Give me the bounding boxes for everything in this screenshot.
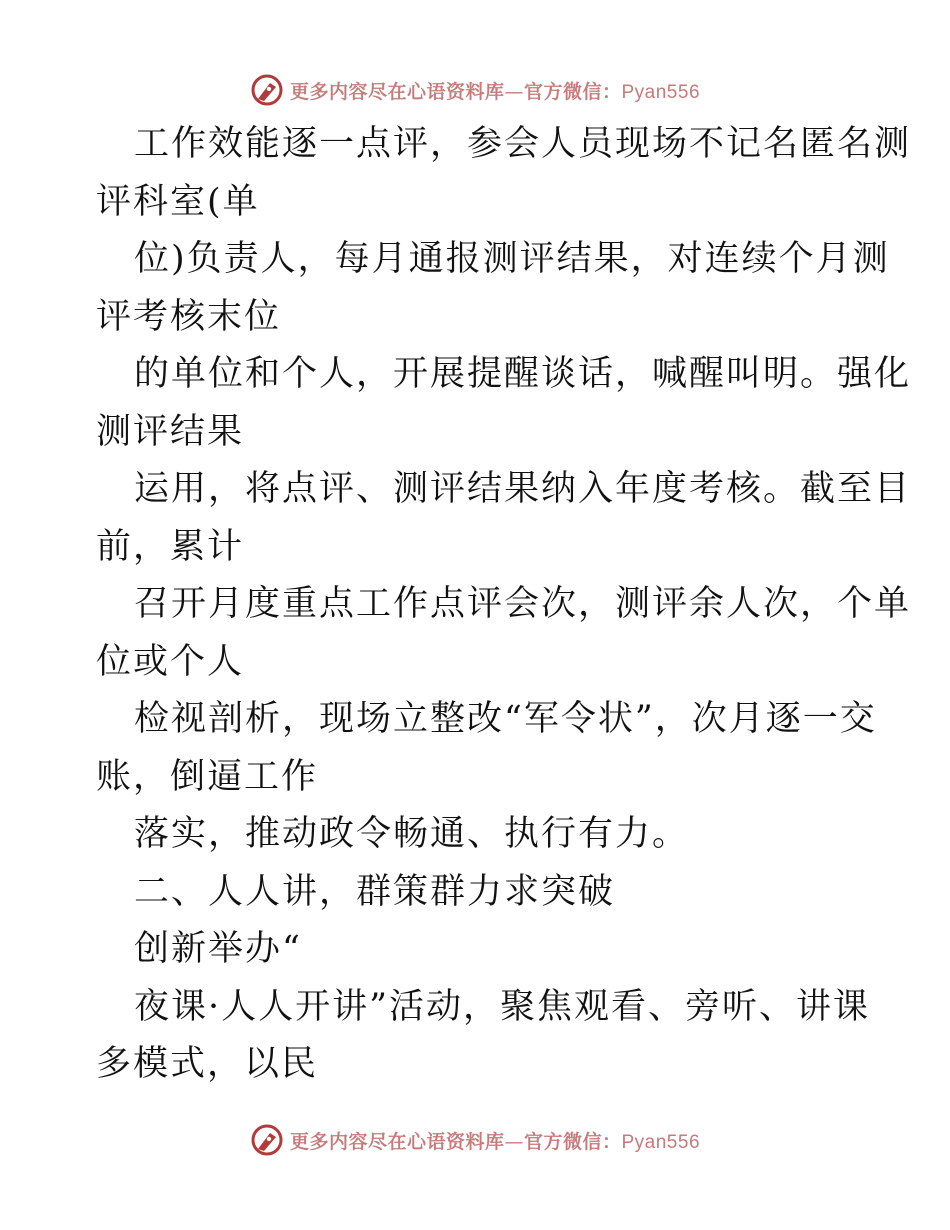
document-body: [96, 116, 912, 1094]
text-line: 的单位和个人，开展提醒谈话，喊醒叫明。强化: [134, 354, 912, 394]
text-line: 评考核末位: [96, 296, 282, 337]
watermark-text: [290, 77, 700, 104]
watermark-contact: 官方微信：: [523, 1130, 622, 1153]
watermark-separator: —: [504, 80, 524, 103]
text-line: 夜课·人人开讲”活动，聚焦观看、旁听、讲课: [134, 986, 871, 1027]
watermark-main: 更多内容尽在心语资料库: [289, 1130, 505, 1153]
text-line: 位或个人: [96, 641, 245, 682]
pen-nib-logo-icon: [250, 1123, 284, 1157]
text-line: 前，累计: [96, 526, 245, 567]
text-line: 运用，将点评、测评结果纳入年度考核。截至目: [134, 469, 912, 509]
watermark-contact: 官方微信：: [523, 80, 622, 103]
watermark-id: Pyan556: [621, 81, 701, 103]
section-heading: 二、人人讲，群策群力求突破: [134, 871, 616, 912]
text-line: 创新举办“: [134, 929, 302, 969]
footer-watermark: [0, 1120, 950, 1160]
text-line: 检视剖析，现场立整改“军令状”，次月逐一交: [134, 699, 877, 739]
watermark-main: 更多内容尽在心语资料库: [289, 80, 505, 103]
header-watermark: [0, 70, 950, 110]
pen-nib-logo-icon: [250, 73, 284, 107]
text-line: 落实，推动政令畅通、执行有力。: [134, 814, 690, 854]
text-line: 工作效能逐一点评，参会人员现场不记名匿名测: [134, 124, 912, 164]
text-line: 账，倒逼工作: [96, 756, 319, 797]
text-line: 召开月度重点工作点评会次，测评余人次，个单: [134, 584, 912, 624]
watermark-separator: —: [504, 1130, 524, 1153]
text-line: 评科室(单: [96, 181, 260, 222]
text-line: 多模式，以民: [96, 1044, 319, 1084]
text-line: 位)负责人，每月通报测评结果，对连续个月测: [134, 239, 890, 279]
watermark-text: [290, 1127, 700, 1154]
watermark-id: Pyan556: [621, 1131, 701, 1153]
text-line: 测评结果: [96, 411, 245, 452]
